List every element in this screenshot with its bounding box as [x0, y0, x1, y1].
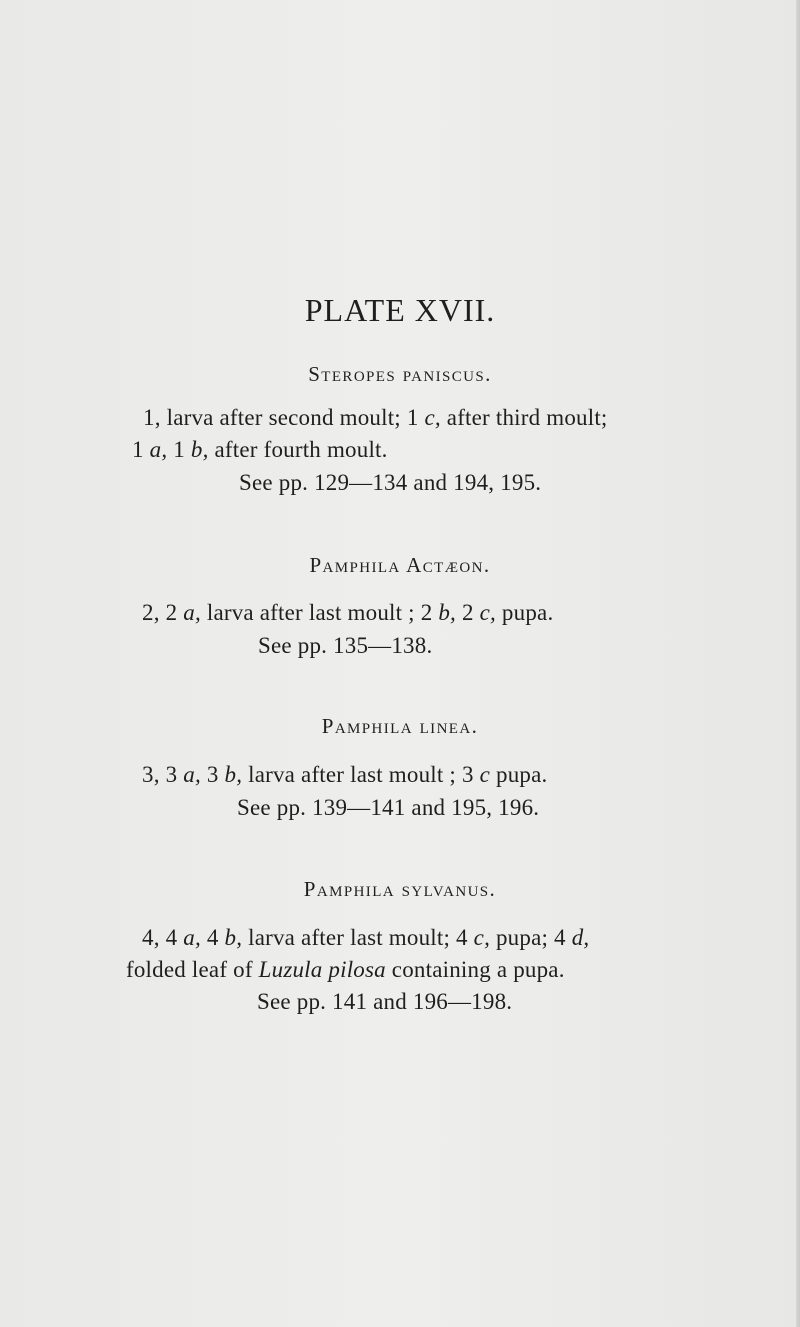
text-run: See pp. 139—141 and 195, 196. — [237, 795, 540, 820]
section-4-line-1 — [142, 925, 589, 951]
section-heading-pamphila-actaeon: Pamphila Actæon. — [309, 553, 491, 577]
section-2-line-1 — [142, 600, 553, 626]
text-run: larva after last moult ; 3 — [242, 762, 480, 787]
italic-run: b, — [224, 762, 243, 787]
plate-title: PLATE XVII. — [304, 292, 496, 328]
text-run: See pp. 129—134 and 194, 195. — [239, 470, 542, 495]
text-run: See pp. 135—138. — [258, 633, 433, 658]
section-1-line-3 — [239, 470, 541, 496]
italic-run: a, — [183, 600, 201, 625]
text-run: 1 — [167, 437, 191, 462]
section-4-line-2 — [126, 957, 565, 983]
italic-run: b, — [438, 600, 457, 625]
italic-run: a, — [183, 762, 201, 787]
page-edge — [796, 0, 800, 1327]
section-2-line-2 — [258, 633, 432, 659]
text-run: larva after last moult; 4 — [242, 925, 474, 950]
section-4-line-3 — [257, 989, 512, 1015]
section-heading-pamphila-sylvanus: Pamphila sylvanus. — [303, 877, 497, 901]
italic-run: a, — [183, 925, 201, 950]
text-run: 3, 3 — [142, 762, 184, 787]
text-run: 1, larva after second moult; 1 — [143, 405, 425, 430]
section-1-line-2 — [132, 437, 388, 463]
text-run: pupa. — [495, 600, 554, 625]
text-run: 2, 2 — [142, 600, 184, 625]
text-run: 4 — [200, 925, 225, 950]
text-run: after fourth moult. — [208, 437, 388, 462]
italic-run: d, — [571, 925, 590, 950]
section-1-line-1 — [143, 405, 608, 431]
italic-run: Luzula pilosa — [258, 957, 386, 982]
text-run: See pp. 141 and 196—198. — [257, 989, 513, 1014]
text-run: after third moult; — [440, 405, 608, 430]
text-run: 4, 4 — [142, 925, 184, 950]
text-run: pupa; 4 — [490, 925, 572, 950]
text-run: containing a pupa. — [385, 957, 565, 982]
text-run: 3 — [200, 762, 225, 787]
text-run: folded leaf of — [126, 957, 259, 982]
text-run: 1 — [132, 437, 150, 462]
section-heading-steropes-paniscus: Steropes paniscus. — [308, 362, 492, 386]
italic-run: b, — [224, 925, 243, 950]
text-run: larva after last moult ; 2 — [200, 600, 439, 625]
italic-run: c, — [473, 925, 491, 950]
text-run: pupa. — [490, 762, 548, 787]
italic-run: c, — [479, 600, 496, 625]
section-heading-pamphila-linea: Pamphila linea. — [321, 714, 479, 738]
italic-run: b, — [190, 437, 209, 462]
section-3-line-1 — [142, 762, 547, 788]
italic-run: a, — [149, 437, 168, 462]
section-3-line-2 — [237, 795, 539, 821]
text-run: 2 — [456, 600, 480, 625]
italic-run: c, — [424, 405, 441, 430]
italic-run: c — [479, 762, 491, 787]
